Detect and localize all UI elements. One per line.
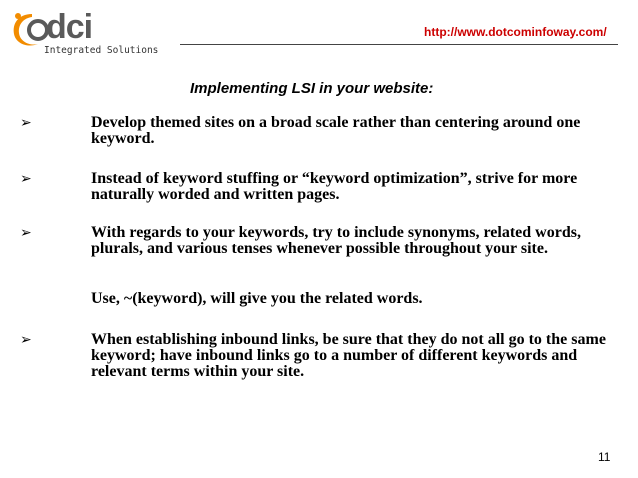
arrow-bullet-icon: ➢ <box>20 115 32 131</box>
bullet-text: With regards to your keywords, try to include synonyms, related words, plurals, and various tenses whenever possible throughout your site. <box>91 224 581 257</box>
company-logo <box>10 8 159 58</box>
bullet-text: Develop themed sites on a broad scale rather than centering around one keyword. <box>91 114 581 147</box>
header-divider <box>180 44 618 45</box>
logo-wordmark: dci <box>46 8 93 46</box>
note-paragraph: Use, ~(keyword), will give you the related words. <box>91 290 423 307</box>
bullet-text: Instead of keyword stuffing or “keyword optimization”, strive for more naturally worded and written pages. <box>91 170 578 203</box>
arrow-bullet-icon: ➢ <box>20 332 32 348</box>
arrow-bullet-icon: ➢ <box>20 225 32 241</box>
arrow-bullet-icon: ➢ <box>20 171 32 187</box>
logo-tagline: Integrated Solutions <box>44 45 159 56</box>
page-number: 11 <box>598 450 611 464</box>
website-url-link[interactable]: http://www.dotcominfoway.com/ <box>424 25 607 39</box>
bullet-text: When establishing inbound links, be sure that they do not all go to the same keyword; have inbound links go to a number of different keywords and relevant terms within your site. <box>91 331 606 380</box>
slide-title: Implementing LSI in your website: <box>190 80 434 97</box>
